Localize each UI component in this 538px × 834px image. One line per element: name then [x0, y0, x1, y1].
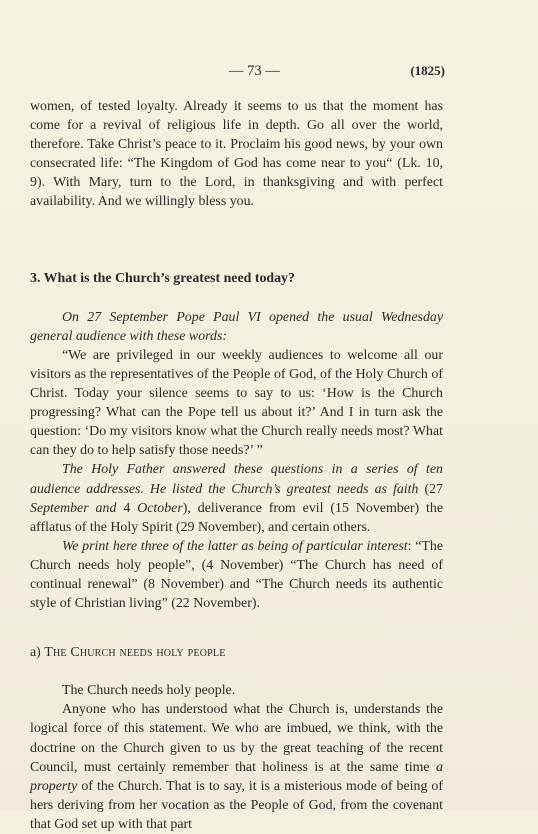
print-note-italic: We print here three of the latter as being of particular interest	[62, 538, 408, 554]
addresses-italic-1: The Holy Father answered these questions in a series of ten audience addresses. He listed the Church’s greatest needs as faith	[30, 462, 443, 497]
subsection-title: The Church needs holy people	[44, 645, 226, 661]
subsection-prefix: a)	[30, 645, 45, 661]
addresses-italic-2: September and	[30, 500, 117, 516]
addresses-italic-3: October	[137, 500, 183, 516]
print-note-paragraph	[30, 537, 443, 613]
addresses-text-2: 4	[116, 500, 138, 516]
page-header	[0, 63, 538, 83]
addresses-paragraph	[30, 460, 443, 536]
subsection-paragraph	[30, 700, 443, 834]
addresses-text-1: (27	[418, 481, 443, 497]
intro-italic-text: On 27 September Pope Paul VI opened the usual Wednesday general audience with these words:	[30, 309, 443, 344]
subsection-heading	[30, 643, 443, 662]
section-heading: 3. What is the Church’s greatest need today?	[30, 270, 295, 286]
subsection-lead-line: The Church needs holy people.	[62, 683, 236, 699]
document-number: (1825)	[410, 63, 445, 78]
paragraph-continuation: women, of tested loyalty. Already it seems to us that the moment has come for a revival of religious life in depth. Go all over the world, therefore. Take Christ’s peace to it. Proclaim his good news, by your own consecrated life: “The Kingdom of God has come near to you“ (Lk. 10, 9). With Mary, turn to the Lord, in thanksgiving and with perfect availability. And we willingly bless you.	[30, 99, 443, 210]
subsection-text-2: of the Church. That is to say, it is a misterious mode of being of hers deriving from her vocation as the People of God, from the covenant that God set up with that part	[30, 778, 443, 832]
print-note-text: : “The Church needs holy people”, (4 November) “The Church has need of continual renewal” (8 November) and “The Church needs its authentic style of Christian living” (22 November).	[30, 538, 443, 612]
intro-paragraph	[30, 308, 443, 346]
page-body	[30, 97, 443, 834]
page-number: — 73 —	[229, 63, 280, 79]
addresses-text-3: ), deliverance from evil (15 November) the afflatus of the Holy Spirit (29 November), and certain others.	[30, 500, 444, 535]
quote-paragraph: “We are privileged in our weekly audiences to welcome all our visitors as the representatives of the People of God, of the Holy Church of Christ. Today your silence seems to say to us: ‘How is the Church progressing? What can the Pope tell us about it?’ And I in turn ask the question: ‘Do my visitors know what the Church really needs most? What can they do to help satisfy those needs?’ ”	[30, 347, 443, 459]
subsection-italic: a property	[30, 759, 443, 794]
subsection-text-1: Anyone who has understood what the Church is, understands the logical force of this statement. We who are imbued, we think, with the doctrine on the Church given to us by the great teaching of the recent Council, must certainly remember that holiness is at the same time	[30, 702, 443, 775]
